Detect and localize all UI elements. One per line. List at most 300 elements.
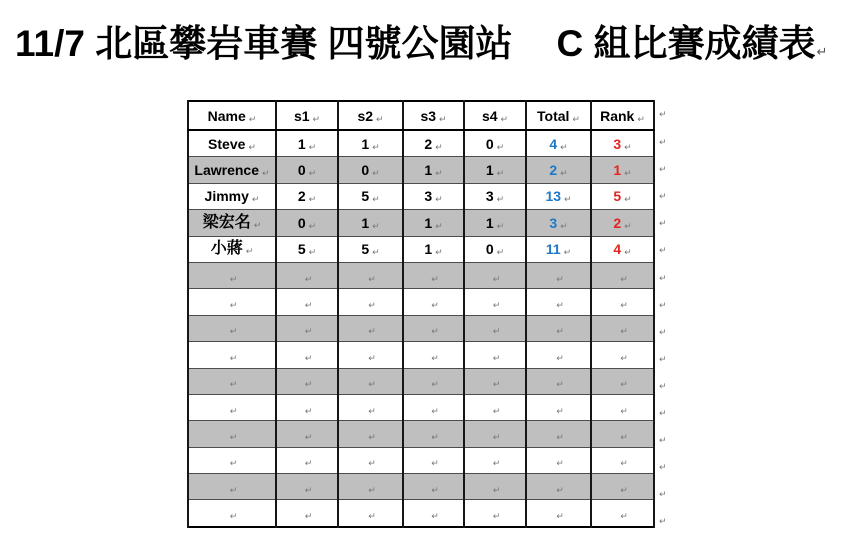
end-of-cell-marker-icon: ↵ <box>556 352 564 363</box>
empty-table-cell <box>188 394 276 420</box>
end-of-row-marker-icon <box>659 100 667 129</box>
table-row <box>188 210 654 236</box>
end-of-cell-marker-icon: ↵ <box>431 405 439 416</box>
end-of-cell-marker-icon: ↵ <box>435 247 443 258</box>
table-cell <box>403 157 464 183</box>
end-of-cell-marker-icon: ↵ <box>372 168 380 179</box>
end-of-cell-marker-icon: ↵ <box>376 113 384 124</box>
empty-table-cell <box>591 315 654 341</box>
column-header-2 <box>338 101 403 130</box>
empty-table-cell <box>591 262 654 288</box>
empty-table-cell <box>526 394 591 420</box>
title-group: C 組比賽成績表 <box>556 23 816 64</box>
end-of-cell-marker-icon: ↵ <box>492 300 501 311</box>
table-cell <box>591 183 654 209</box>
end-of-cell-marker-icon: ↵ <box>248 113 257 124</box>
cell-value: 1 <box>424 214 433 231</box>
empty-table-cell <box>188 368 276 394</box>
title-main: 北區攀岩車賽 四號公園站 <box>84 23 513 64</box>
cell-value: 13 <box>545 188 562 205</box>
end-of-row-marker-icon <box>659 481 667 508</box>
cell-value: Rank <box>600 107 635 124</box>
end-of-cell-marker-icon: ↵ <box>372 220 380 231</box>
paragraph-mark-glyph: ↵ <box>659 462 667 473</box>
end-of-cell-marker-icon: ↵ <box>431 379 439 390</box>
end-of-cell-marker-icon: ↵ <box>304 405 313 416</box>
table-cell <box>338 210 403 236</box>
end-of-cell-marker-icon: ↵ <box>563 247 572 258</box>
table-cell <box>276 210 338 236</box>
cell-value-name: Name <box>207 107 246 124</box>
end-of-cell-marker-icon: ↵ <box>572 113 580 124</box>
end-of-cell-marker-icon: ↵ <box>556 379 564 390</box>
end-of-row-marker-icon <box>659 264 667 291</box>
empty-table-cell <box>338 262 403 288</box>
table-row <box>188 130 654 157</box>
end-of-row-marker-icon <box>659 156 667 183</box>
empty-table-cell <box>188 342 276 368</box>
table-row <box>188 236 654 262</box>
table-cell <box>526 183 591 209</box>
cell-value: 1 <box>361 214 370 231</box>
end-of-row-marker-icon <box>659 427 667 454</box>
empty-table-cell <box>338 342 403 368</box>
end-of-cell-marker-icon: ↵ <box>312 113 321 124</box>
empty-table-cell <box>526 421 591 447</box>
empty-table-cell <box>591 342 654 368</box>
end-of-cell-marker-icon: ↵ <box>492 273 501 284</box>
table-cell <box>338 130 403 157</box>
cell-value: 1 <box>613 162 622 179</box>
empty-table-cell <box>188 474 276 500</box>
cell-value: 2 <box>549 162 558 179</box>
end-of-cell-marker-icon: ↵ <box>496 168 505 179</box>
end-of-cell-marker-icon: ↵ <box>556 405 564 416</box>
empty-table-row <box>188 474 654 500</box>
paragraph-mark-icon: ↵ <box>816 44 828 59</box>
end-of-cell-marker-icon: ↵ <box>435 141 443 152</box>
paragraph-mark-glyph: ↵ <box>659 407 667 418</box>
end-of-cell-marker-icon: ↵ <box>368 326 376 337</box>
empty-table-cell <box>188 421 276 447</box>
empty-table-row <box>188 447 654 473</box>
table-cell <box>526 210 591 236</box>
end-of-row-marker-icon <box>659 129 667 156</box>
end-of-cell-marker-icon: ↵ <box>229 484 238 495</box>
end-of-cell-marker-icon: ↵ <box>492 326 501 337</box>
cell-value: 1 <box>424 241 433 258</box>
end-of-cell-marker-icon: ↵ <box>492 431 501 442</box>
paragraph-mark-glyph: ↵ <box>659 516 667 527</box>
results-table <box>187 100 655 528</box>
empty-table-row <box>188 315 654 341</box>
table-cell <box>464 157 526 183</box>
cell-value-name: 小蔣 <box>210 240 243 258</box>
empty-table-cell <box>403 289 464 315</box>
end-of-cell-marker-icon: ↵ <box>262 168 270 179</box>
paragraph-mark-glyph: ↵ <box>659 326 667 337</box>
end-of-cell-marker-icon: ↵ <box>431 431 439 442</box>
end-of-cell-marker-icon: ↵ <box>624 194 632 205</box>
table-cell <box>591 210 654 236</box>
empty-table-cell <box>591 394 654 420</box>
empty-table-cell <box>526 500 591 527</box>
end-of-cell-marker-icon: ↵ <box>624 168 632 179</box>
end-of-cell-marker-icon: ↵ <box>229 379 238 390</box>
cell-value: s1 <box>293 107 310 124</box>
empty-table-cell <box>526 262 591 288</box>
end-of-cell-marker-icon: ↵ <box>620 458 628 469</box>
end-of-cell-marker-icon: ↵ <box>492 511 501 522</box>
table-cell <box>464 130 526 157</box>
end-of-row-markers <box>659 100 667 535</box>
table-cell <box>464 210 526 236</box>
empty-table-cell <box>403 262 464 288</box>
cell-value: s4 <box>481 107 498 124</box>
end-of-cell-marker-icon: ↵ <box>560 141 568 152</box>
end-of-cell-marker-icon: ↵ <box>435 220 443 231</box>
table-row <box>188 157 654 183</box>
end-of-cell-marker-icon: ↵ <box>229 352 238 363</box>
table-cell <box>188 157 276 183</box>
empty-table-cell <box>188 315 276 341</box>
end-of-row-marker-icon <box>659 400 667 427</box>
empty-table-cell <box>403 394 464 420</box>
empty-table-cell <box>591 500 654 527</box>
table-cell <box>526 157 591 183</box>
cell-value: 1 <box>485 214 494 231</box>
cell-value-name: Steve <box>208 135 246 152</box>
end-of-cell-marker-icon: ↵ <box>304 352 313 363</box>
table-cell <box>188 236 276 262</box>
paragraph-mark-glyph: ↵ <box>659 299 667 310</box>
end-of-cell-marker-icon: ↵ <box>229 431 238 442</box>
end-of-cell-marker-icon: ↵ <box>624 247 632 258</box>
empty-table-cell <box>464 289 526 315</box>
empty-table-cell <box>403 421 464 447</box>
empty-table-row <box>188 394 654 420</box>
paragraph-mark-glyph: ↵ <box>659 137 667 148</box>
end-of-cell-marker-icon: ↵ <box>431 300 439 311</box>
end-of-cell-marker-icon: ↵ <box>624 141 632 152</box>
empty-table-cell <box>338 368 403 394</box>
cell-value: 0 <box>297 214 306 231</box>
end-of-cell-marker-icon: ↵ <box>624 220 632 231</box>
empty-table-cell <box>591 368 654 394</box>
table-cell <box>338 157 403 183</box>
end-of-cell-marker-icon: ↵ <box>431 352 439 363</box>
paragraph-mark-glyph: ↵ <box>659 109 667 119</box>
empty-table-cell <box>338 289 403 315</box>
empty-table-row <box>188 368 654 394</box>
empty-table-cell <box>591 289 654 315</box>
table-cell <box>338 236 403 262</box>
empty-table-cell <box>526 447 591 473</box>
empty-table-cell <box>403 474 464 500</box>
end-of-cell-marker-icon: ↵ <box>620 511 628 522</box>
empty-table-row <box>188 342 654 368</box>
end-of-cell-marker-icon: ↵ <box>496 141 505 152</box>
cell-value-name: Lawrence <box>194 162 260 179</box>
end-of-cell-marker-icon: ↵ <box>372 194 380 205</box>
empty-table-cell <box>526 368 591 394</box>
end-of-cell-marker-icon: ↵ <box>368 273 376 284</box>
empty-table-cell <box>276 368 338 394</box>
end-of-cell-marker-icon: ↵ <box>229 326 238 337</box>
end-of-cell-marker-icon: ↵ <box>304 431 313 442</box>
cell-value: s2 <box>357 107 374 124</box>
column-header-1 <box>276 101 338 130</box>
end-of-cell-marker-icon: ↵ <box>308 194 317 205</box>
table-cell <box>188 183 276 209</box>
paragraph-mark-glyph: ↵ <box>659 218 667 229</box>
cell-value: 2 <box>297 188 306 205</box>
end-of-cell-marker-icon: ↵ <box>431 458 439 469</box>
empty-table-cell <box>338 447 403 473</box>
end-of-row-marker-icon <box>659 292 667 319</box>
table-cell <box>464 183 526 209</box>
end-of-cell-marker-icon: ↵ <box>304 511 313 522</box>
cell-value: 0 <box>485 135 494 152</box>
empty-table-cell <box>188 500 276 527</box>
results-table-container <box>187 100 667 528</box>
empty-table-cell <box>464 368 526 394</box>
empty-table-cell <box>276 474 338 500</box>
end-of-cell-marker-icon: ↵ <box>368 300 376 311</box>
cell-value: 3 <box>549 214 558 231</box>
empty-table-cell <box>276 500 338 527</box>
end-of-cell-marker-icon: ↵ <box>368 379 376 390</box>
end-of-cell-marker-icon: ↵ <box>496 220 505 231</box>
empty-table-cell <box>338 474 403 500</box>
empty-table-cell <box>526 289 591 315</box>
paragraph-mark-glyph: ↵ <box>659 353 667 364</box>
end-of-cell-marker-icon: ↵ <box>431 273 439 284</box>
empty-table-cell <box>526 474 591 500</box>
empty-table-cell <box>464 447 526 473</box>
cell-value: 5 <box>361 188 370 205</box>
end-of-cell-marker-icon: ↵ <box>368 431 376 442</box>
empty-table-cell <box>526 315 591 341</box>
end-of-cell-marker-icon: ↵ <box>253 219 262 230</box>
empty-table-cell <box>188 447 276 473</box>
end-of-cell-marker-icon: ↵ <box>560 168 568 179</box>
end-of-row-marker-icon <box>659 508 667 535</box>
end-of-cell-marker-icon: ↵ <box>304 484 313 495</box>
end-of-cell-marker-icon: ↵ <box>620 431 628 442</box>
end-of-cell-marker-icon: ↵ <box>308 247 317 258</box>
empty-table-cell <box>464 262 526 288</box>
end-of-cell-marker-icon: ↵ <box>556 458 564 469</box>
end-of-cell-marker-icon: ↵ <box>492 405 501 416</box>
end-of-cell-marker-icon: ↵ <box>435 168 443 179</box>
column-header-6 <box>591 101 654 130</box>
end-of-cell-marker-icon: ↵ <box>368 511 376 522</box>
paragraph-mark-glyph: ↵ <box>659 489 667 500</box>
end-of-cell-marker-icon: ↵ <box>229 511 238 522</box>
empty-table-cell <box>276 342 338 368</box>
end-of-row-marker-icon <box>659 319 667 346</box>
empty-table-cell <box>276 315 338 341</box>
table-row <box>188 183 654 209</box>
empty-table-row <box>188 262 654 288</box>
empty-table-cell <box>338 421 403 447</box>
empty-table-cell <box>464 315 526 341</box>
end-of-cell-marker-icon: ↵ <box>304 273 313 284</box>
empty-table-cell <box>276 447 338 473</box>
end-of-cell-marker-icon: ↵ <box>496 247 505 258</box>
end-of-cell-marker-icon: ↵ <box>308 220 317 231</box>
table-cell <box>464 236 526 262</box>
end-of-cell-marker-icon: ↵ <box>229 300 238 311</box>
end-of-cell-marker-icon: ↵ <box>492 352 501 363</box>
end-of-cell-marker-icon: ↵ <box>368 352 376 363</box>
end-of-cell-marker-icon: ↵ <box>251 194 260 205</box>
end-of-cell-marker-icon: ↵ <box>556 300 564 311</box>
end-of-cell-marker-icon: ↵ <box>304 300 313 311</box>
cell-value: 2 <box>424 135 433 152</box>
table-cell <box>526 130 591 157</box>
end-of-cell-marker-icon: ↵ <box>368 458 376 469</box>
end-of-cell-marker-icon: ↵ <box>431 511 439 522</box>
end-of-cell-marker-icon: ↵ <box>372 141 380 152</box>
empty-table-cell <box>403 315 464 341</box>
cell-value-name: Jimmy <box>204 188 249 205</box>
end-of-cell-marker-icon: ↵ <box>556 484 564 495</box>
end-of-cell-marker-icon: ↵ <box>620 379 628 390</box>
paragraph-mark-glyph: ↵ <box>659 435 667 446</box>
end-of-cell-marker-icon: ↵ <box>368 405 376 416</box>
empty-table-cell <box>188 289 276 315</box>
title-date: 11/7 <box>15 23 85 64</box>
empty-table-cell <box>464 342 526 368</box>
cell-value: 5 <box>297 241 306 258</box>
end-of-cell-marker-icon: ↵ <box>620 326 628 337</box>
end-of-cell-marker-icon: ↵ <box>368 484 376 495</box>
cell-value: 1 <box>424 162 433 179</box>
cell-value: 1 <box>297 135 306 152</box>
table-cell <box>188 210 276 236</box>
empty-table-cell <box>591 474 654 500</box>
paragraph-mark-glyph: ↵ <box>659 191 667 202</box>
table-cell <box>526 236 591 262</box>
paragraph-mark-glyph: ↵ <box>659 272 667 283</box>
empty-table-cell <box>526 342 591 368</box>
end-of-row-marker-icon <box>659 346 667 373</box>
table-header-row <box>188 101 654 130</box>
end-of-cell-marker-icon: ↵ <box>637 113 645 124</box>
end-of-cell-marker-icon: ↵ <box>620 300 628 311</box>
end-of-cell-marker-icon: ↵ <box>245 246 254 257</box>
cell-value: 5 <box>361 241 370 258</box>
empty-table-cell <box>403 342 464 368</box>
empty-table-cell <box>403 447 464 473</box>
end-of-cell-marker-icon: ↵ <box>308 141 317 152</box>
end-of-cell-marker-icon: ↵ <box>620 352 628 363</box>
empty-table-cell <box>338 500 403 527</box>
end-of-cell-marker-icon: ↵ <box>620 484 628 495</box>
end-of-cell-marker-icon: ↵ <box>248 141 256 152</box>
empty-table-cell <box>188 262 276 288</box>
empty-table-cell <box>276 394 338 420</box>
end-of-cell-marker-icon: ↵ <box>560 220 568 231</box>
cell-value: 1 <box>485 162 494 179</box>
end-of-row-marker-icon <box>659 454 667 481</box>
cell-value: 4 <box>549 135 558 152</box>
column-header-4 <box>464 101 526 130</box>
empty-table-cell <box>276 289 338 315</box>
table-cell <box>403 130 464 157</box>
cell-value: 2 <box>613 214 622 231</box>
end-of-cell-marker-icon: ↵ <box>372 247 380 258</box>
end-of-row-marker-icon <box>659 373 667 400</box>
end-of-cell-marker-icon: ↵ <box>496 194 505 205</box>
table-cell <box>276 183 338 209</box>
end-of-cell-marker-icon: ↵ <box>435 194 443 205</box>
column-header-5 <box>526 101 591 130</box>
table-cell <box>403 210 464 236</box>
column-header-3 <box>403 101 464 130</box>
end-of-cell-marker-icon: ↵ <box>556 273 564 284</box>
end-of-cell-marker-icon: ↵ <box>620 405 628 416</box>
empty-table-cell <box>338 315 403 341</box>
end-of-cell-marker-icon: ↵ <box>556 511 564 522</box>
column-header-0 <box>188 101 276 130</box>
empty-table-cell <box>403 500 464 527</box>
cell-value: 3 <box>485 188 494 205</box>
end-of-row-marker-icon <box>659 210 667 237</box>
cell-value: 0 <box>297 162 306 179</box>
cell-value-name: 梁宏名 <box>202 213 251 231</box>
table-cell <box>276 157 338 183</box>
empty-table-row <box>188 289 654 315</box>
end-of-cell-marker-icon: ↵ <box>304 458 313 469</box>
end-of-cell-marker-icon: ↵ <box>620 273 628 284</box>
cell-value: 0 <box>361 162 370 179</box>
cell-value: s3 <box>420 107 437 124</box>
end-of-cell-marker-icon: ↵ <box>492 484 501 495</box>
end-of-cell-marker-icon: ↵ <box>229 273 238 284</box>
cell-value: 3 <box>613 135 622 152</box>
table-cell <box>591 236 654 262</box>
empty-table-cell <box>591 447 654 473</box>
end-of-cell-marker-icon: ↵ <box>439 113 447 124</box>
table-cell <box>403 236 464 262</box>
end-of-cell-marker-icon: ↵ <box>556 431 564 442</box>
end-of-cell-marker-icon: ↵ <box>304 379 313 390</box>
paragraph-mark-glyph: ↵ <box>659 164 667 175</box>
cell-value: 4 <box>613 241 622 258</box>
end-of-cell-marker-icon: ↵ <box>492 379 501 390</box>
empty-table-cell <box>464 500 526 527</box>
table-cell <box>276 236 338 262</box>
cell-value: 1 <box>361 135 370 152</box>
empty-table-cell <box>464 394 526 420</box>
cell-value: 3 <box>424 188 433 205</box>
table-cell <box>188 130 276 157</box>
cell-value: 0 <box>485 241 494 258</box>
empty-table-row <box>188 421 654 447</box>
empty-table-cell <box>276 421 338 447</box>
table-cell <box>591 157 654 183</box>
table-cell <box>403 183 464 209</box>
empty-table-row <box>188 500 654 527</box>
end-of-cell-marker-icon: ↵ <box>431 484 439 495</box>
cell-value: 11 <box>545 241 561 258</box>
cell-value: Total <box>537 107 570 124</box>
empty-table-cell <box>403 368 464 394</box>
empty-table-cell <box>464 474 526 500</box>
